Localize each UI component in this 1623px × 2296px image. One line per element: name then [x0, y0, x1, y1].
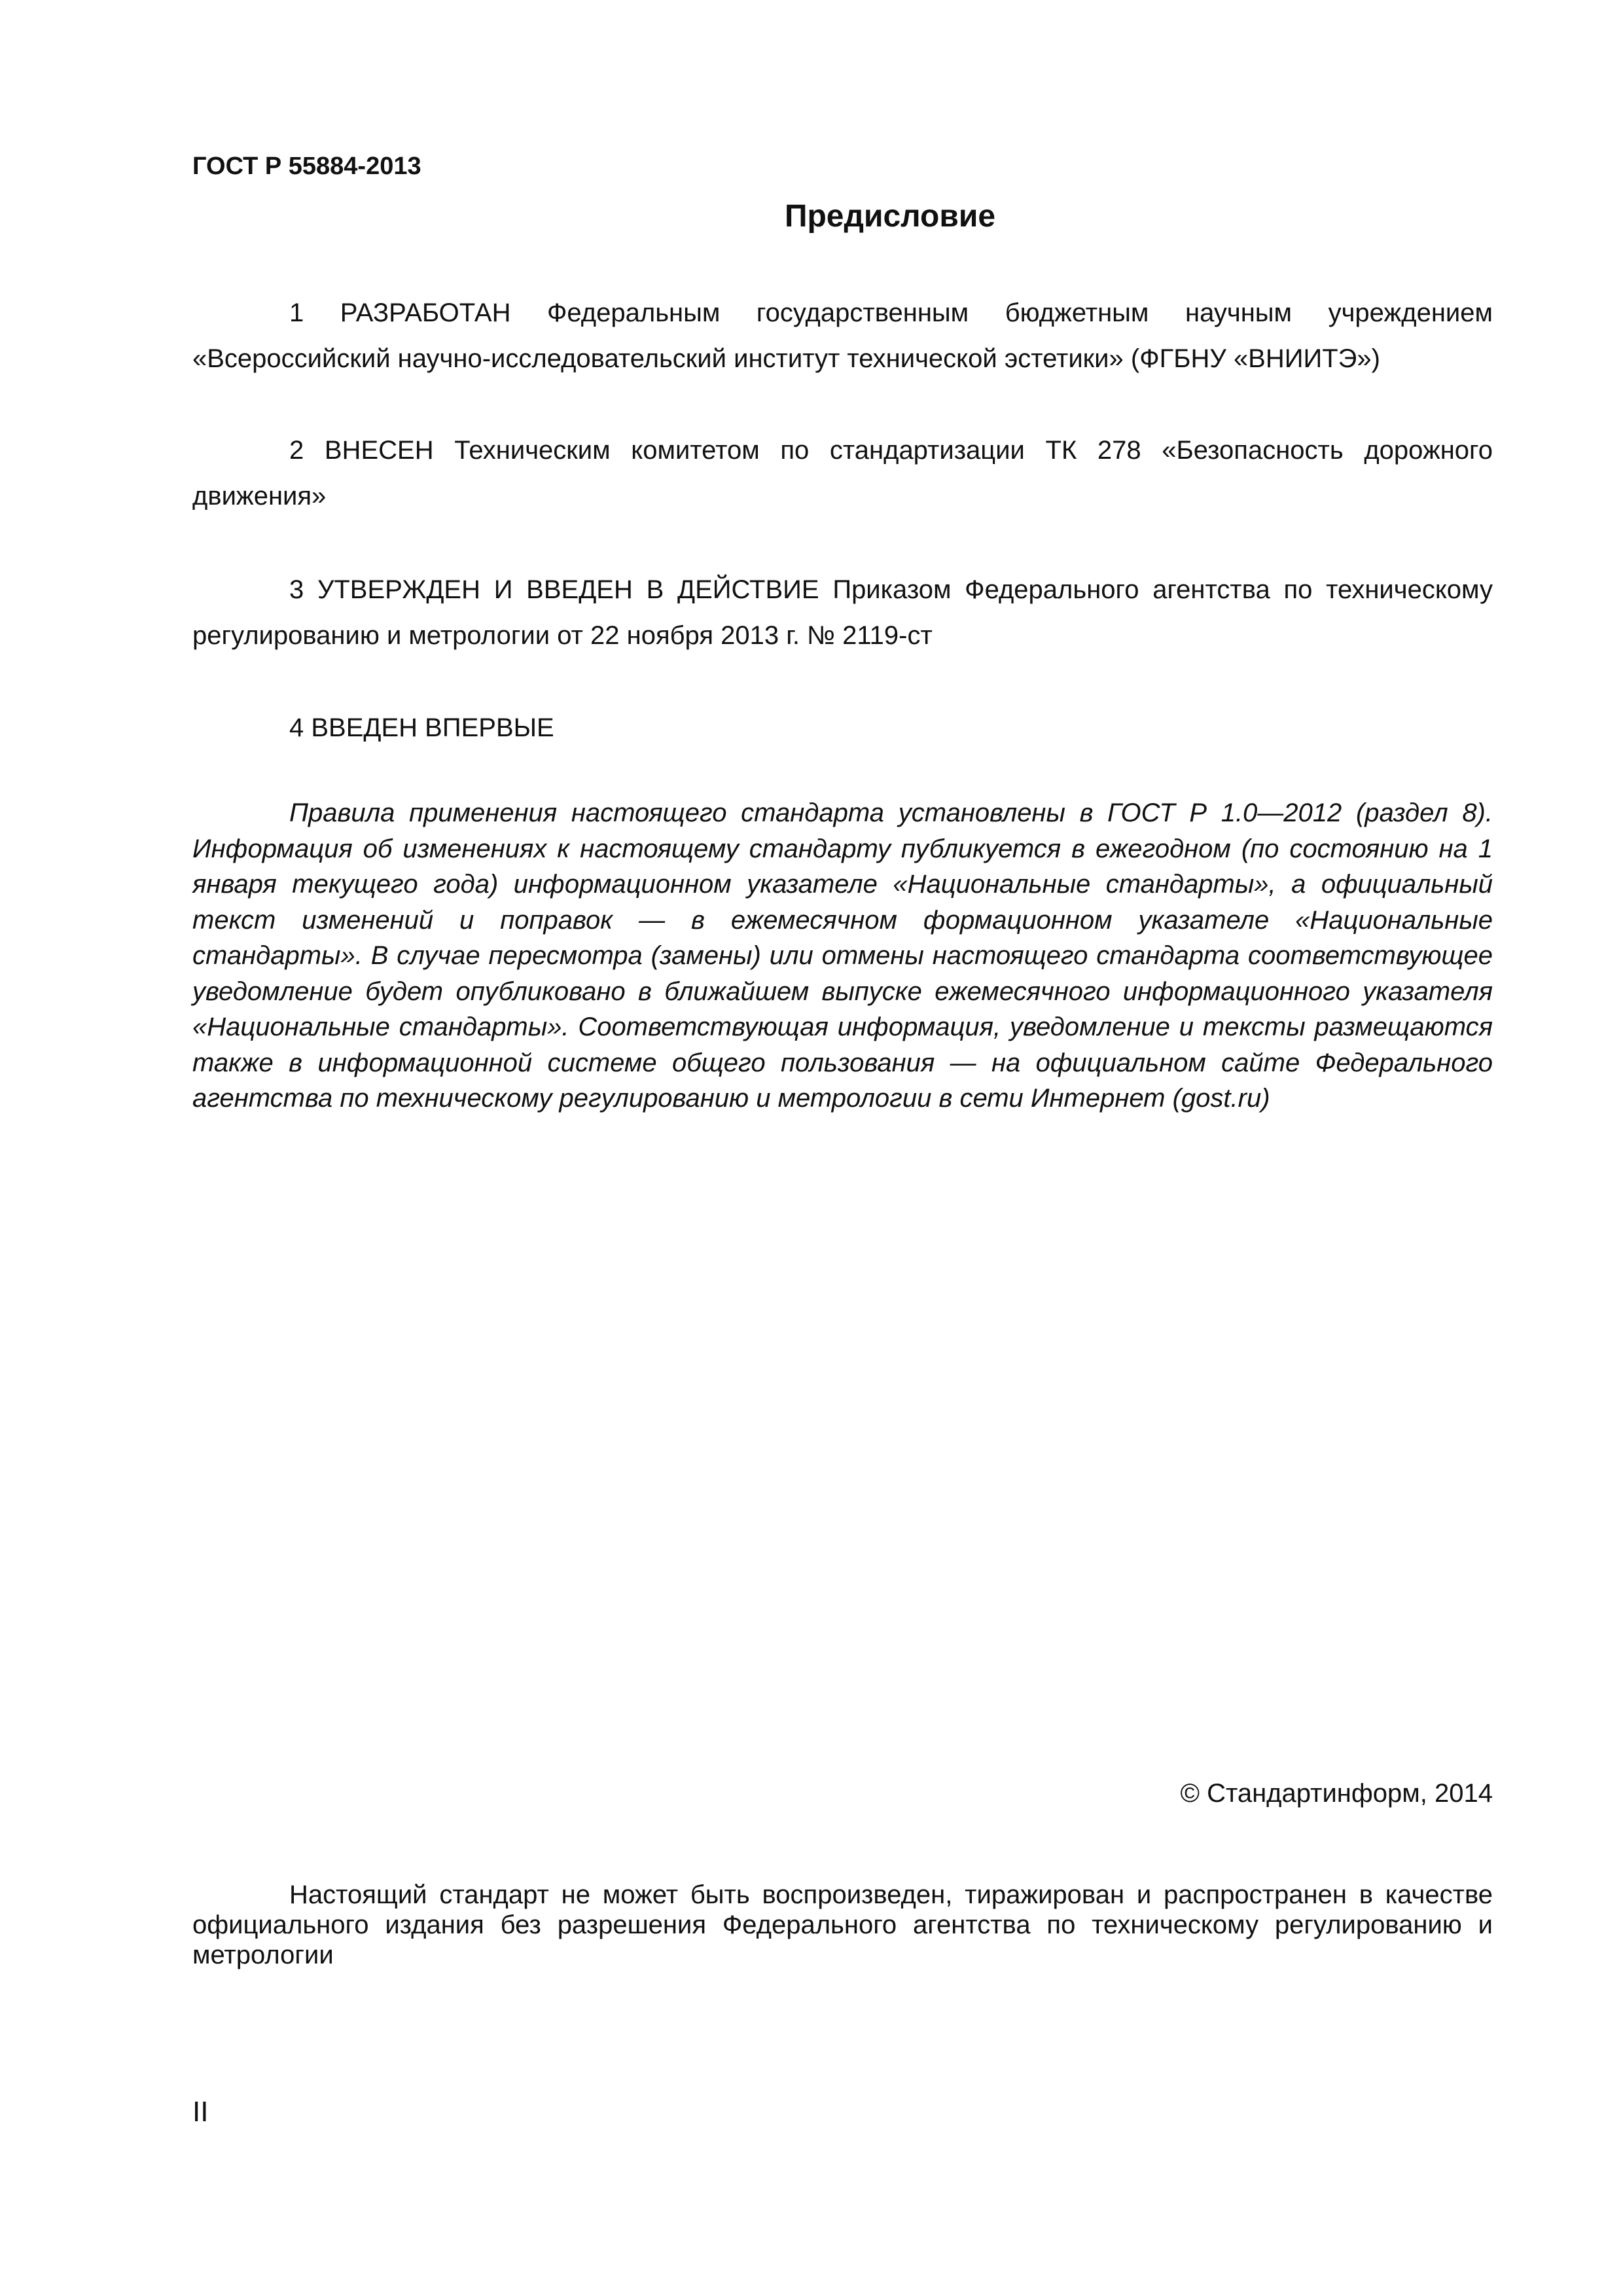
application-rules-notice: Правила применения настоящего стандарта установлены в ГОСТ Р 1.0—2012 (раздел 8). Информация об изменениях к настоящему стандарту публикуется в ежегодном (по состоянию на 1 января текущего года) информационном указателе «Национальные стандарты», а официальный текст изменений и поправок — в ежемесячном формационном указателе «Национальные стандарты». В случае пересмотра (замены) или отмены настоящего стандарта соответствующее уведомление будет опубликовано в ближайшем выпуске ежемесячного информационного указателя «Национальные стандарты». Соответствующая информация, уведомление и тексты размещаются также в информационной системе общего пользования — на официальном сайте Федерального агентства по техническому регулированию и метрологии в сети Интернет (gost.ru) [192, 798, 1493, 1113]
foreword-item-submitted: 2 ВНЕСЕН Техническим комитетом по стандартизации ТК 278 «Безопасность дорожного движения» [192, 436, 1493, 511]
reproduction-restriction-notice: Настоящий стандарт не может быть воспроизведен, тиражирован и распространен в качестве официального издания без разрешения Федерального агентства по техническому регулированию и метрологии [192, 1880, 1493, 1969]
foreword-item-developed: 1 РАЗРАБОТАН Федеральным государственным бюджетным научным учреждением «Всероссийский научно-исследовательский институт технической эстетики» (ФГБНУ «ВНИИТЭ») [192, 298, 1493, 373]
copyright-notice: © Стандартинформ, 2014 [1180, 1779, 1493, 1808]
foreword-item-introduced: 4 ВВЕДЕН ВПЕРВЫЕ [289, 713, 554, 742]
foreword-item-approved: 3 УТВЕРЖДЕН И ВВЕДЕН В ДЕЙСТВИЕ Приказом Федерального агентства по техническому регулированию и метрологии от 22 ноября 2013 г. № 2119-ст [192, 575, 1493, 650]
page-title: Предисловие [784, 199, 996, 234]
document-code: ГОСТ Р 55884-2013 [192, 152, 421, 180]
page-number: II [192, 2096, 209, 2128]
